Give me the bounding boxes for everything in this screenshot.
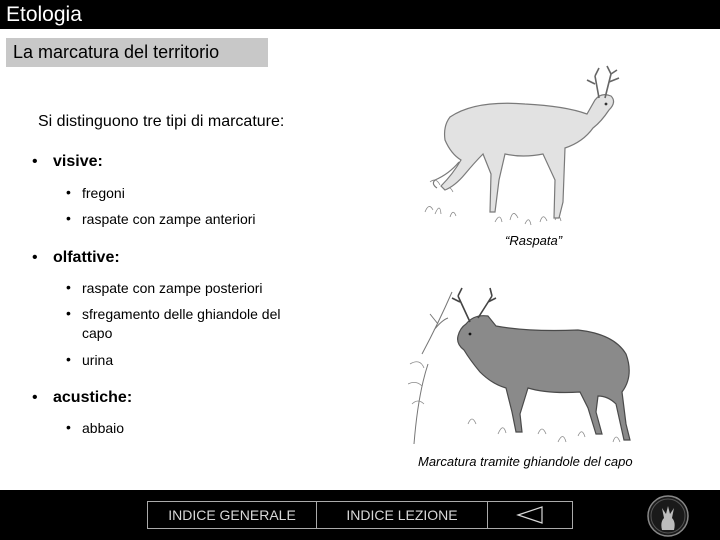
list-item-text: capo (82, 325, 113, 341)
list-item-text: raspate con zampe anteriori (82, 211, 256, 227)
list-item-text: raspate con zampe posteriori (82, 280, 263, 296)
bullet: • (66, 351, 71, 367)
bullet: • (66, 210, 71, 226)
caption-raspata: “Raspata” (505, 233, 563, 248)
list-item-text: urina (82, 352, 114, 368)
category-label: visive: (53, 153, 103, 170)
bullet: • (66, 419, 71, 435)
bullet: • (66, 279, 71, 295)
bullet: • (66, 184, 71, 200)
bullet: • (32, 153, 38, 170)
footer-bar (0, 490, 720, 540)
list-item-text: fregoni (82, 185, 125, 201)
index-general-button[interactable]: INDICE GENERALE (147, 501, 317, 529)
caption-ghiandole: Marcatura tramite ghiandole del capo (418, 454, 633, 469)
bullet: • (32, 389, 38, 406)
title-bar (0, 0, 720, 29)
list-item-text: sfregamento delle ghiandole del (82, 306, 281, 322)
section-title: La marcatura del territorio (6, 38, 268, 67)
category-label: acustiche: (53, 389, 133, 406)
triangle-left-icon (510, 503, 550, 527)
category-label: olfattive: (53, 249, 120, 266)
deer-scraping-icon (415, 62, 635, 232)
back-button[interactable] (487, 501, 573, 529)
page-title: Etologia (6, 3, 82, 26)
index-lesson-button[interactable]: INDICE LEZIONE (316, 501, 488, 529)
bullet: • (32, 249, 38, 266)
deer-rubbing-icon (408, 284, 648, 449)
intro-text: Si distinguono tre tipi di marcature: (38, 113, 285, 130)
bullet: • (66, 305, 71, 321)
deer-head-logo-icon (646, 494, 690, 538)
list-item-text: abbaio (82, 420, 125, 436)
